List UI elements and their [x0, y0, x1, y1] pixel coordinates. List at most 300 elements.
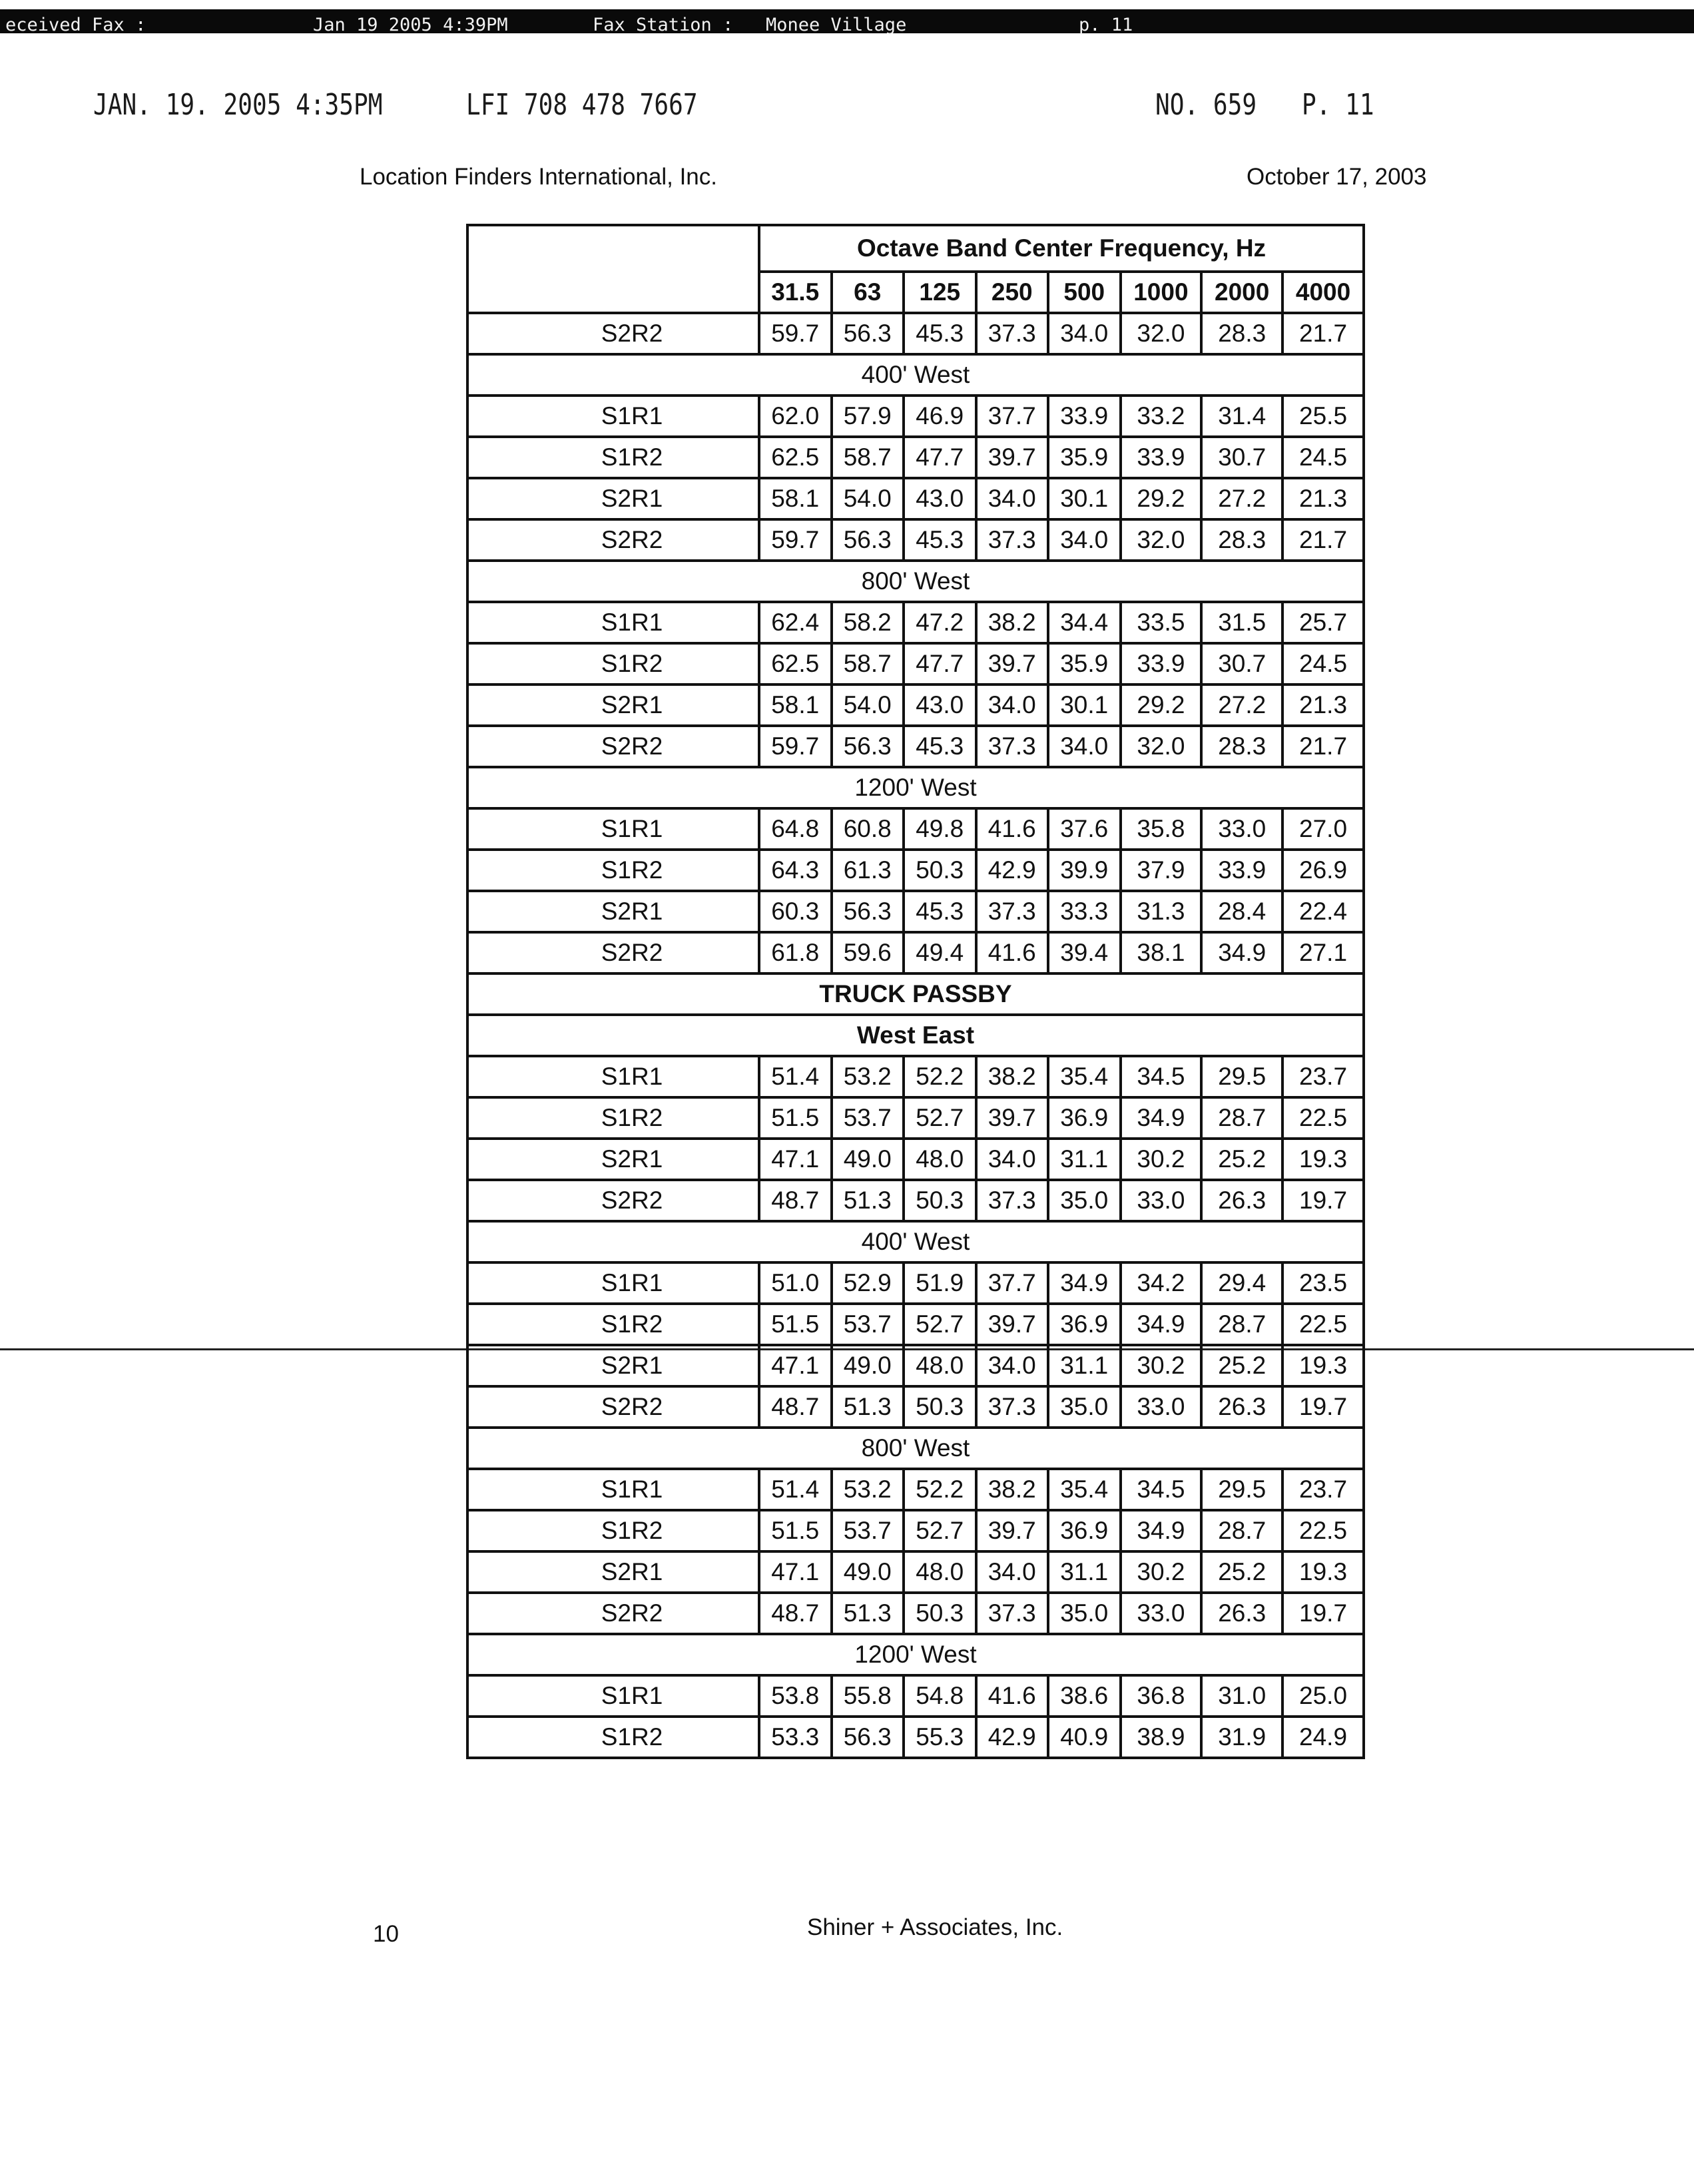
fax-sender-number: LFI 708 478 7667: [466, 88, 698, 122]
row-label-cell: [467, 684, 759, 726]
row-label: S2R2: [601, 1187, 663, 1214]
value-cell: 28.7: [1201, 1097, 1282, 1139]
value-cell: 30.1: [1048, 478, 1121, 519]
value-cell: 27.1: [1282, 932, 1364, 973]
value-cell: 46.9: [904, 396, 976, 437]
value-cell: 23.7: [1282, 1469, 1364, 1510]
value-cell: 54.0: [832, 684, 904, 726]
value-cell: 38.2: [976, 602, 1049, 643]
value-cell: 53.8: [759, 1675, 832, 1717]
value-cell: 35.0: [1048, 1593, 1121, 1634]
section-row: [467, 1221, 1364, 1262]
table-row: [467, 437, 1364, 478]
value-cell: 25.2: [1201, 1551, 1282, 1593]
value-cell: 61.8: [759, 932, 832, 973]
value-cell: 52.7: [904, 1510, 976, 1551]
frequency-cell: 500: [1048, 272, 1121, 313]
footer-firm: Shiner + Associates, Inc.: [807, 1914, 1063, 1940]
table-row: [467, 1675, 1364, 1717]
value-cell: 28.3: [1201, 313, 1282, 354]
value-cell: 33.3: [1048, 891, 1121, 932]
value-cell: 47.1: [759, 1139, 832, 1180]
value-cell: 26.3: [1201, 1386, 1282, 1428]
value-cell: 33.9: [1201, 850, 1282, 891]
value-cell: 36.9: [1048, 1097, 1121, 1139]
value-cell: 42.9: [976, 1717, 1049, 1758]
value-cell: 58.2: [832, 602, 904, 643]
value-cell: 53.7: [832, 1304, 904, 1345]
value-cell: 49.8: [904, 808, 976, 850]
value-cell: 61.3: [832, 850, 904, 891]
value-cell: 26.3: [1201, 1593, 1282, 1634]
octave-band-table: [466, 224, 1365, 1759]
row-label: S2R1: [601, 898, 663, 925]
value-cell: 34.9: [1121, 1097, 1202, 1139]
table-row: [467, 396, 1364, 437]
value-cell: 48.7: [759, 1386, 832, 1428]
row-label-cell: [467, 1097, 759, 1139]
value-cell: 45.3: [904, 519, 976, 561]
table-row: [467, 313, 1364, 354]
table-row: [467, 1551, 1364, 1593]
value-cell: 58.1: [759, 478, 832, 519]
value-cell: 22.5: [1282, 1097, 1364, 1139]
value-cell: 56.3: [832, 313, 904, 354]
value-cell: 62.5: [759, 643, 832, 684]
section-label: 400' West: [467, 354, 1364, 396]
value-cell: 41.6: [976, 932, 1049, 973]
value-cell: 21.7: [1282, 519, 1364, 561]
value-cell: 34.0: [976, 684, 1049, 726]
value-cell: 64.3: [759, 850, 832, 891]
fax-job-number: NO. 659: [1155, 88, 1257, 122]
value-cell: 60.3: [759, 891, 832, 932]
value-cell: 35.4: [1048, 1056, 1121, 1097]
value-cell: 37.9: [1121, 850, 1202, 891]
row-label-cell: [467, 437, 759, 478]
frequency-cell: 2000: [1201, 272, 1282, 313]
table-row: [467, 1097, 1364, 1139]
row-label: S1R1: [601, 1476, 663, 1503]
value-cell: 38.2: [976, 1056, 1049, 1097]
value-cell: 34.0: [1048, 313, 1121, 354]
section-row: [467, 1428, 1364, 1469]
row-label: S2R2: [601, 1599, 663, 1627]
table-row: [467, 1304, 1364, 1345]
section-label: 400' West: [467, 1221, 1364, 1262]
fax-station-name: Monee Village: [766, 15, 907, 35]
value-cell: 38.2: [976, 1469, 1049, 1510]
value-cell: 31.1: [1048, 1551, 1121, 1593]
value-cell: 31.5: [1201, 602, 1282, 643]
value-cell: 22.5: [1282, 1304, 1364, 1345]
value-cell: 38.1: [1121, 932, 1202, 973]
row-label: S2R2: [601, 732, 663, 760]
row-label-cell: [467, 478, 759, 519]
value-cell: 23.7: [1282, 1056, 1364, 1097]
value-cell: 51.3: [832, 1386, 904, 1428]
value-cell: 53.2: [832, 1469, 904, 1510]
document-date: October 17, 2003: [1247, 164, 1427, 190]
value-cell: 56.3: [832, 519, 904, 561]
value-cell: 21.7: [1282, 313, 1364, 354]
value-cell: 34.9: [1201, 932, 1282, 973]
fax-page: p. 11: [1079, 15, 1133, 35]
section-row: [467, 973, 1364, 1015]
value-cell: 43.0: [904, 478, 976, 519]
value-cell: 53.7: [832, 1097, 904, 1139]
row-label: S1R2: [601, 1517, 663, 1544]
value-cell: 32.0: [1121, 726, 1202, 767]
value-cell: 48.7: [759, 1180, 832, 1221]
value-cell: 52.9: [832, 1262, 904, 1304]
company-name: Location Finders International, Inc.: [360, 164, 717, 190]
value-cell: 19.3: [1282, 1551, 1364, 1593]
value-cell: 53.2: [832, 1056, 904, 1097]
row-label: S1R2: [601, 443, 663, 471]
value-cell: 51.4: [759, 1056, 832, 1097]
value-cell: 41.6: [976, 1675, 1049, 1717]
row-label-cell: [467, 396, 759, 437]
value-cell: 51.9: [904, 1262, 976, 1304]
row-label-cell: [467, 1593, 759, 1634]
value-cell: 40.9: [1048, 1717, 1121, 1758]
value-cell: 51.0: [759, 1262, 832, 1304]
value-cell: 51.5: [759, 1304, 832, 1345]
value-cell: 35.9: [1048, 643, 1121, 684]
value-cell: 52.7: [904, 1304, 976, 1345]
row-label: S1R1: [601, 1063, 663, 1090]
value-cell: 45.3: [904, 726, 976, 767]
table-row: [467, 602, 1364, 643]
value-cell: 32.0: [1121, 519, 1202, 561]
table-row: [467, 808, 1364, 850]
value-cell: 47.7: [904, 643, 976, 684]
section-row: [467, 354, 1364, 396]
value-cell: 33.9: [1048, 396, 1121, 437]
value-cell: 34.0: [1048, 726, 1121, 767]
row-label: S2R1: [601, 691, 663, 718]
value-cell: 33.0: [1121, 1593, 1202, 1634]
value-cell: 34.9: [1048, 1262, 1121, 1304]
value-cell: 39.4: [1048, 932, 1121, 973]
value-cell: 56.3: [832, 891, 904, 932]
row-label-cell: [467, 643, 759, 684]
value-cell: 28.3: [1201, 726, 1282, 767]
fax-received-datetime: Jan 19 2005 4:39PM: [313, 15, 508, 35]
value-cell: 38.9: [1121, 1717, 1202, 1758]
value-cell: 37.3: [976, 891, 1049, 932]
value-cell: 37.3: [976, 519, 1049, 561]
value-cell: 34.9: [1121, 1510, 1202, 1551]
value-cell: 53.7: [832, 1510, 904, 1551]
value-cell: 37.7: [976, 1262, 1049, 1304]
value-cell: 27.2: [1201, 684, 1282, 726]
section-label: 800' West: [467, 1428, 1364, 1469]
section-label: 1200' West: [467, 1634, 1364, 1675]
section-label: TRUCK PASSBY: [467, 973, 1364, 1015]
frequency-header-title: Octave Band Center Frequency, Hz: [759, 225, 1364, 272]
value-cell: 37.6: [1048, 808, 1121, 850]
row-label-cell: [467, 726, 759, 767]
value-cell: 47.2: [904, 602, 976, 643]
value-cell: 28.7: [1201, 1304, 1282, 1345]
value-cell: 19.7: [1282, 1386, 1364, 1428]
row-label-cell: [467, 1386, 759, 1428]
value-cell: 34.5: [1121, 1469, 1202, 1510]
table-row: [467, 726, 1364, 767]
value-cell: 29.2: [1121, 684, 1202, 726]
value-cell: 19.7: [1282, 1593, 1364, 1634]
value-cell: 37.3: [976, 1180, 1049, 1221]
table-row: [467, 1180, 1364, 1221]
value-cell: 51.4: [759, 1469, 832, 1510]
value-cell: 21.7: [1282, 726, 1364, 767]
value-cell: 50.3: [904, 850, 976, 891]
value-cell: 51.3: [832, 1180, 904, 1221]
value-cell: 22.4: [1282, 891, 1364, 932]
table-row: [467, 478, 1364, 519]
value-cell: 39.7: [976, 437, 1049, 478]
value-cell: 25.7: [1282, 602, 1364, 643]
value-cell: 57.9: [832, 396, 904, 437]
value-cell: 27.2: [1201, 478, 1282, 519]
value-cell: 36.9: [1048, 1510, 1121, 1551]
value-cell: 54.8: [904, 1675, 976, 1717]
value-cell: 28.7: [1201, 1510, 1282, 1551]
row-label: S1R2: [601, 1104, 663, 1131]
row-label: S1R2: [601, 650, 663, 677]
value-cell: 19.3: [1282, 1345, 1364, 1386]
table-row: [467, 1345, 1364, 1386]
value-cell: 30.2: [1121, 1551, 1202, 1593]
value-cell: 30.2: [1121, 1139, 1202, 1180]
value-cell: 60.8: [832, 808, 904, 850]
value-cell: 47.7: [904, 437, 976, 478]
fax-sent-datetime: JAN. 19. 2005 4:35PM: [93, 88, 383, 122]
row-label-cell: [467, 850, 759, 891]
row-label-cell: [467, 602, 759, 643]
value-cell: 24.5: [1282, 643, 1364, 684]
table-row: [467, 1593, 1364, 1634]
value-cell: 48.0: [904, 1139, 976, 1180]
value-cell: 36.8: [1121, 1675, 1202, 1717]
row-label-cell: [467, 1180, 759, 1221]
value-cell: 31.1: [1048, 1345, 1121, 1386]
value-cell: 25.2: [1201, 1345, 1282, 1386]
value-cell: 34.0: [976, 1139, 1049, 1180]
value-cell: 33.2: [1121, 396, 1202, 437]
value-cell: 34.9: [1121, 1304, 1202, 1345]
value-cell: 62.0: [759, 396, 832, 437]
value-cell: 28.3: [1201, 519, 1282, 561]
value-cell: 39.7: [976, 643, 1049, 684]
value-cell: 52.7: [904, 1097, 976, 1139]
row-label: S2R2: [601, 1393, 663, 1420]
value-cell: 50.3: [904, 1593, 976, 1634]
value-cell: 58.7: [832, 643, 904, 684]
value-cell: 47.1: [759, 1551, 832, 1593]
frequency-cell: 31.5: [759, 272, 832, 313]
value-cell: 49.4: [904, 932, 976, 973]
value-cell: 33.0: [1121, 1180, 1202, 1221]
table-row: [467, 1469, 1364, 1510]
value-cell: 59.7: [759, 726, 832, 767]
value-cell: 62.5: [759, 437, 832, 478]
value-cell: 43.0: [904, 684, 976, 726]
value-cell: 34.5: [1121, 1056, 1202, 1097]
value-cell: 30.7: [1201, 643, 1282, 684]
row-label: S1R2: [601, 1723, 663, 1751]
table-row: [467, 1717, 1364, 1758]
value-cell: 37.7: [976, 396, 1049, 437]
value-cell: 27.0: [1282, 808, 1364, 850]
row-label: S2R2: [601, 320, 663, 347]
row-label-cell: [467, 808, 759, 850]
table-row: [467, 1139, 1364, 1180]
row-label: S1R1: [601, 1269, 663, 1296]
value-cell: 49.0: [832, 1551, 904, 1593]
row-label: S1R1: [601, 609, 663, 636]
table-row: [467, 1510, 1364, 1551]
section-row: [467, 1015, 1364, 1056]
value-cell: 31.4: [1201, 396, 1282, 437]
value-cell: 39.7: [976, 1304, 1049, 1345]
value-cell: 58.1: [759, 684, 832, 726]
row-label: S1R2: [601, 856, 663, 884]
fax-page-number: P. 11: [1302, 88, 1374, 122]
value-cell: 53.3: [759, 1717, 832, 1758]
table-header-row: [467, 225, 1364, 272]
value-cell: 31.9: [1201, 1717, 1282, 1758]
section-label: 1200' West: [467, 767, 1364, 808]
value-cell: 33.0: [1121, 1386, 1202, 1428]
value-cell: 55.8: [832, 1675, 904, 1717]
value-cell: 50.3: [904, 1386, 976, 1428]
value-cell: 59.7: [759, 519, 832, 561]
fax-header-bar: [0, 9, 1694, 33]
value-cell: 35.9: [1048, 437, 1121, 478]
row-label-cell: [467, 1675, 759, 1717]
row-label-cell: [467, 932, 759, 973]
fax-station-label: Fax Station :: [593, 15, 734, 35]
table-row: [467, 1386, 1364, 1428]
section-row: [467, 561, 1364, 602]
value-cell: 24.5: [1282, 437, 1364, 478]
value-cell: 35.8: [1121, 808, 1202, 850]
value-cell: 37.3: [976, 313, 1049, 354]
value-cell: 19.7: [1282, 1180, 1364, 1221]
row-label-cell: [467, 1056, 759, 1097]
value-cell: 37.3: [976, 1593, 1049, 1634]
value-cell: 45.3: [904, 313, 976, 354]
value-cell: 39.7: [976, 1097, 1049, 1139]
row-label: S2R2: [601, 526, 663, 553]
value-cell: 48.7: [759, 1593, 832, 1634]
frequency-cell: 63: [832, 272, 904, 313]
row-label: S1R1: [601, 402, 663, 429]
table-row: [467, 1056, 1364, 1097]
value-cell: 56.3: [832, 726, 904, 767]
value-cell: 64.8: [759, 808, 832, 850]
value-cell: 54.0: [832, 478, 904, 519]
value-cell: 37.3: [976, 1386, 1049, 1428]
value-cell: 26.3: [1201, 1180, 1282, 1221]
row-label-cell: [467, 1469, 759, 1510]
section-label: West East: [467, 1015, 1364, 1056]
table-row: [467, 1262, 1364, 1304]
value-cell: 34.0: [976, 478, 1049, 519]
row-label-cell: [467, 1717, 759, 1758]
table-row: [467, 684, 1364, 726]
value-cell: 26.9: [1282, 850, 1364, 891]
row-label-cell: [467, 891, 759, 932]
value-cell: 52.2: [904, 1056, 976, 1097]
value-cell: 49.0: [832, 1345, 904, 1386]
value-cell: 39.7: [976, 1510, 1049, 1551]
value-cell: 25.0: [1282, 1675, 1364, 1717]
value-cell: 59.7: [759, 313, 832, 354]
header-blank-cell: [467, 225, 759, 313]
value-cell: 39.9: [1048, 850, 1121, 891]
value-cell: 30.2: [1121, 1345, 1202, 1386]
frequency-cell: 125: [904, 272, 976, 313]
row-label: S2R1: [601, 1352, 663, 1379]
value-cell: 35.0: [1048, 1386, 1121, 1428]
value-cell: 47.1: [759, 1345, 832, 1386]
value-cell: 35.0: [1048, 1180, 1121, 1221]
row-label: S2R1: [601, 1558, 663, 1585]
value-cell: 45.3: [904, 891, 976, 932]
value-cell: 62.4: [759, 602, 832, 643]
row-label-cell: [467, 1139, 759, 1180]
value-cell: 31.0: [1201, 1675, 1282, 1717]
value-cell: 34.0: [1048, 519, 1121, 561]
value-cell: 51.5: [759, 1097, 832, 1139]
value-cell: 34.2: [1121, 1262, 1202, 1304]
table-row: [467, 891, 1364, 932]
value-cell: 24.9: [1282, 1717, 1364, 1758]
value-cell: 50.3: [904, 1180, 976, 1221]
table-row: [467, 519, 1364, 561]
row-label: S1R2: [601, 1310, 663, 1338]
value-cell: 38.6: [1048, 1675, 1121, 1717]
value-cell: 21.3: [1282, 478, 1364, 519]
value-cell: 23.5: [1282, 1262, 1364, 1304]
value-cell: 25.2: [1201, 1139, 1282, 1180]
section-label: 800' West: [467, 561, 1364, 602]
value-cell: 33.9: [1121, 643, 1202, 684]
value-cell: 29.5: [1201, 1469, 1282, 1510]
value-cell: 29.5: [1201, 1056, 1282, 1097]
frequency-cell: 250: [976, 272, 1049, 313]
value-cell: 34.0: [976, 1551, 1049, 1593]
value-cell: 48.0: [904, 1551, 976, 1593]
value-cell: 42.9: [976, 850, 1049, 891]
row-label-cell: [467, 1345, 759, 1386]
value-cell: 28.4: [1201, 891, 1282, 932]
row-label: S2R1: [601, 485, 663, 512]
section-row: [467, 767, 1364, 808]
frequency-cell: 4000: [1282, 272, 1364, 313]
value-cell: 29.4: [1201, 1262, 1282, 1304]
value-cell: 49.0: [832, 1139, 904, 1180]
row-label-cell: [467, 1510, 759, 1551]
row-label-cell: [467, 519, 759, 561]
value-cell: 34.4: [1048, 602, 1121, 643]
row-label-cell: [467, 1262, 759, 1304]
row-label: S1R1: [601, 815, 663, 842]
